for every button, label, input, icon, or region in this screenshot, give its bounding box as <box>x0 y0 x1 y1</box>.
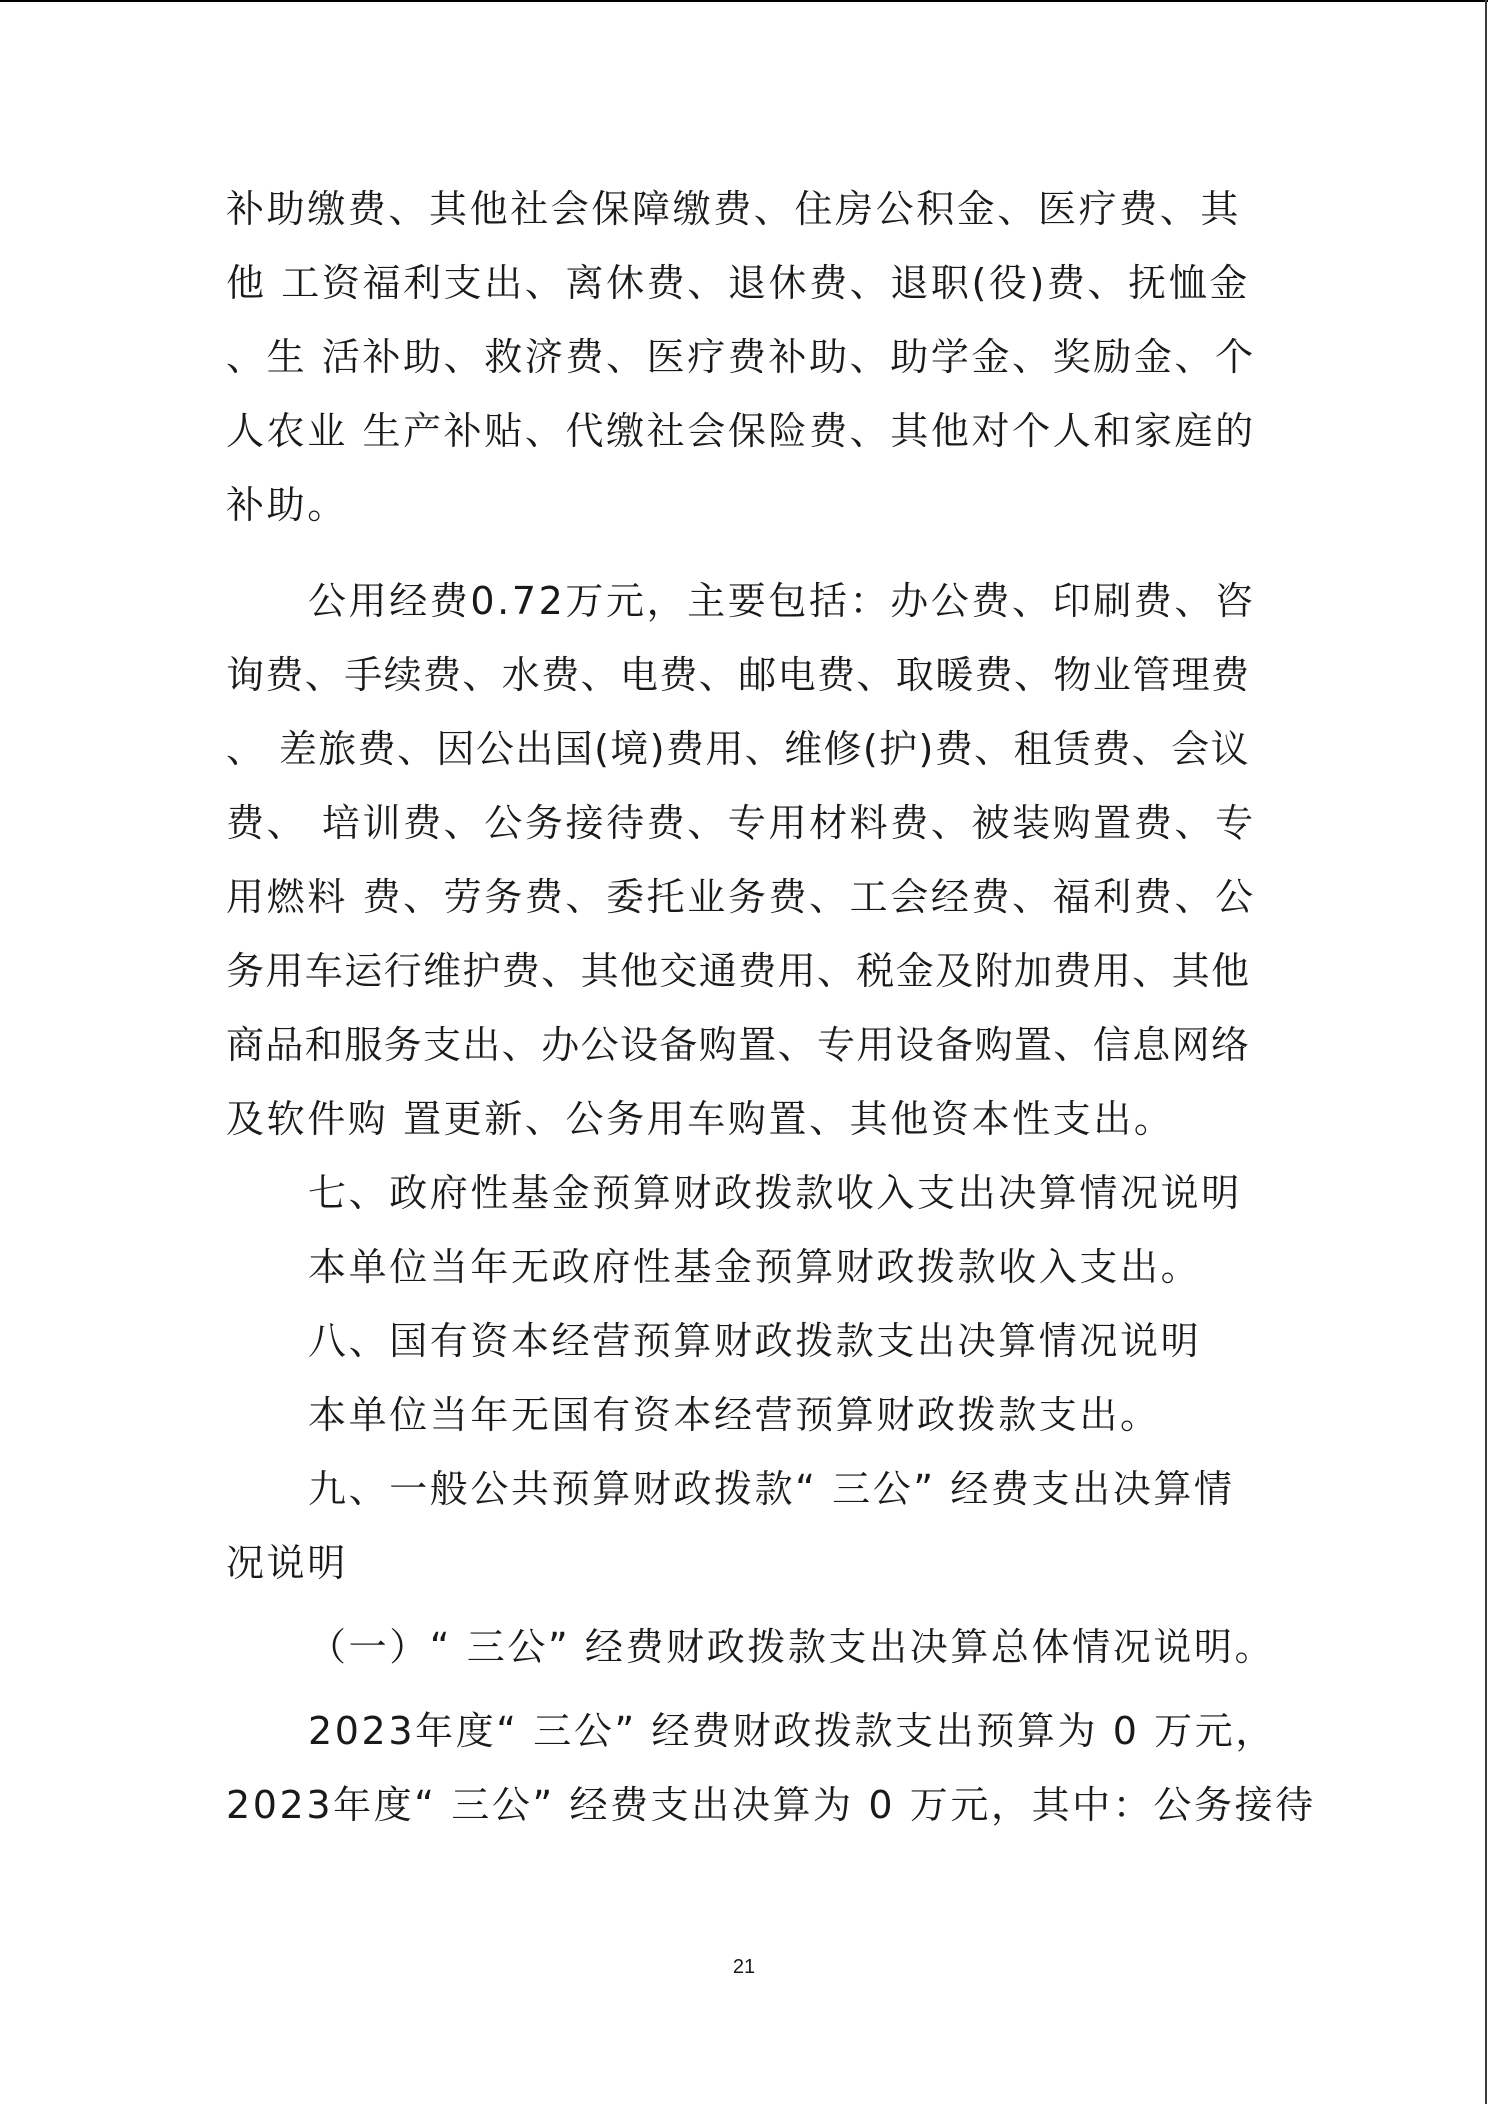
page-number: 21 <box>732 1956 756 1978</box>
text-line: 本单位当年无政府性基金预算财政拨款收入支出。 <box>308 1245 1202 1289</box>
text-line: 补助缴费、其他社会保障缴费、住房公积金、医疗费、其 <box>226 187 1242 231</box>
text-line: 2023年度“ 三公” 经费财政拨款支出预算为 0 万元， <box>308 1709 1276 1753</box>
text-line: 询费、手续费、水费、电费、邮电费、取暖费、物业管理费 <box>226 653 1251 697</box>
text-line: 人农业 生产补贴、代缴社会保险费、其他对个人和家庭的 <box>226 409 1256 453</box>
text-line: 费、 培训费、公务接待费、专用材料费、被装购置费、专 <box>226 801 1256 845</box>
text-line: 及软件购 置更新、公务用车购置、其他资本性支出。 <box>226 1097 1175 1141</box>
section-heading-continued: 况说明 <box>226 1541 348 1585</box>
paragraph-personnel-expenses <box>226 172 1266 542</box>
top-border <box>0 0 1488 2</box>
section-three-public-expenses <box>226 1452 1266 1600</box>
section-heading: 七、政府性基金预算财政拨款收入支出决算情况说明 <box>308 1171 1242 1215</box>
text-line: 、 差旅费、因公出国(境)费用、维修(护)费、租赁费、会议 <box>226 727 1250 771</box>
text-line: 他 工资福利支出、离休费、退休费、退职(役)费、抚恤金 <box>226 261 1250 305</box>
text-line: 务用车运行维护费、其他交通费用、税金及附加费用、其他 <box>226 949 1251 993</box>
section-state-capital <box>226 1304 1266 1452</box>
paragraph-public-expenses <box>226 564 1266 1156</box>
section-government-fund <box>226 1156 1266 1304</box>
subsection-overview <box>226 1610 1316 1842</box>
text-line: 2023年度“ 三公” 经费支出决算为 0 万元，其中：公务接待 <box>226 1783 1316 1827</box>
text-line: 本单位当年无国有资本经营预算财政拨款支出。 <box>308 1393 1161 1437</box>
section-heading: 九、一般公共预算财政拨款“ 三公” 经费支出决算情 <box>308 1467 1235 1511</box>
section-heading: 八、国有资本经营预算财政拨款支出决算情况说明 <box>308 1319 1202 1363</box>
subsection-heading: （一）“ 三公” 经费财政拨款支出决算总体情况说明。 <box>308 1625 1276 1669</box>
text-line: 用燃料 费、劳务费、委托业务费、工会经费、福利费、公 <box>226 875 1256 919</box>
text-line: 补助。 <box>226 483 348 527</box>
text-line: 、生 活补助、救济费、医疗费补助、助学金、奖励金、个 <box>226 335 1256 379</box>
right-border <box>1485 0 1487 2104</box>
text-line: 商品和服务支出、办公设备购置、专用设备购置、信息网络 <box>226 1023 1251 1067</box>
text-line: 公用经费0.72万元，主要包括：办公费、印刷费、咨 <box>308 579 1256 623</box>
document-body <box>226 172 1316 1842</box>
